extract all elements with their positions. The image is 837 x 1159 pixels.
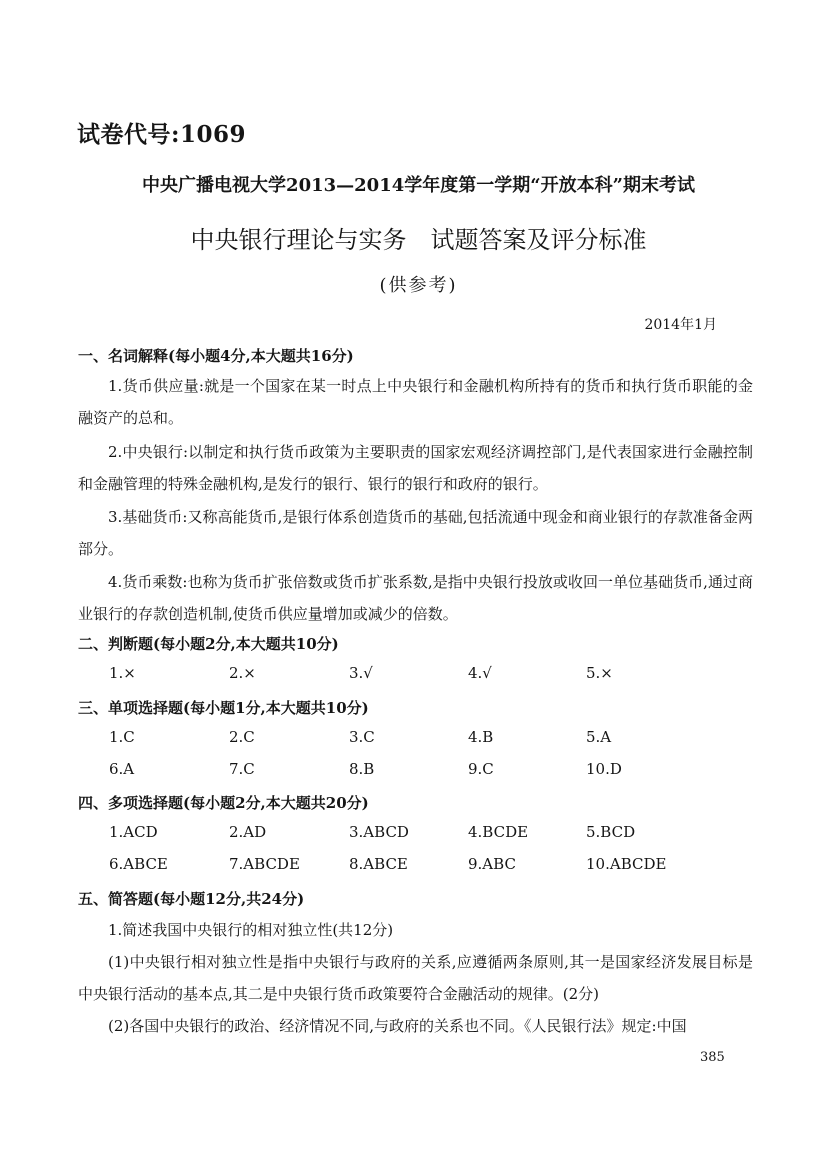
section-title-definitions: 一、名词解释(每小题4分,本大题共16分) xyxy=(78,347,354,365)
answer-row xyxy=(109,664,749,686)
answer-row xyxy=(109,823,749,845)
question-heading: 1.简述我国中央银行的相对独立性(共12分) xyxy=(108,921,394,939)
exam-code: 试卷代号:1069 xyxy=(77,121,247,148)
exam-header-title: 中央广播电视大学2013—2014学年度第一学期“开放本科”期末考试 xyxy=(142,175,695,196)
answer-row xyxy=(109,760,749,782)
answer-cell: 9.ABC xyxy=(468,855,516,873)
answer-cell: 5.BCD xyxy=(586,823,636,841)
answer-paragraph: (1)中央银行相对独立性是指中央银行与政府的关系,应遵循两条原则,其一是国家经济发展目标是中央银行活动的基本点,其二是中央银行货币政策要符合金融活动的规律。(2分) xyxy=(78,953,753,1003)
section-title-true-false: 二、判断题(每小题2分,本大题共10分) xyxy=(78,635,339,653)
reference-note: (供参考) xyxy=(379,275,458,296)
answer-cell: 1.ACD xyxy=(109,823,158,841)
answer-cell: 1.C xyxy=(109,728,135,746)
page-number: 385 xyxy=(700,1050,725,1065)
definition-item: 3.基础货币:又称高能货币,是银行体系创造货币的基础,包括流通中现金和商业银行的存款准备金两部分。 xyxy=(78,508,753,558)
answer-cell: 10.ABCDE xyxy=(586,855,667,873)
answer-cell: 9.C xyxy=(468,760,494,778)
course-title: 中央银行理论与实务 试题答案及评分标准 xyxy=(190,226,647,254)
answer-cell: 4.BCDE xyxy=(468,823,529,841)
answer-cell: 3.√ xyxy=(349,664,373,682)
answer-paragraph: (2)各国中央银行的政治、经济情况不同,与政府的关系也不同。《人民银行法》规定:中国 xyxy=(108,1017,687,1035)
answer-cell: 7.ABCDE xyxy=(229,855,300,873)
answer-cell: 6.ABCE xyxy=(109,855,168,873)
answer-cell: 8.B xyxy=(349,760,375,778)
section-title-single-choice: 三、单项选择题(每小题1分,本大题共10分) xyxy=(78,699,369,717)
answer-cell: 8.ABCE xyxy=(349,855,408,873)
answer-cell: 4.√ xyxy=(468,664,492,682)
answer-cell: 4.B xyxy=(468,728,494,746)
definition-item: 1.货币供应量:就是一个国家在某一时点上中央银行和金融机构所持有的货币和执行货币职能的金融资产的总和。 xyxy=(78,377,753,427)
section-title-short-answer: 五、简答题(每小题12分,共24分) xyxy=(78,890,305,908)
definition-item: 2.中央银行:以制定和执行货币政策为主要职责的国家宏观经济调控部门,是代表国家进行金融控制和金融管理的特殊金融机构,是发行的银行、银行的银行和政府的银行。 xyxy=(78,443,753,493)
answer-cell: 1.× xyxy=(109,664,136,682)
section-title-multiple-choice: 四、多项选择题(每小题2分,本大题共20分) xyxy=(78,794,369,812)
answer-row xyxy=(109,855,749,877)
answer-cell: 3.C xyxy=(349,728,375,746)
answer-cell: 2.× xyxy=(229,664,256,682)
answer-cell: 2.AD xyxy=(229,823,267,841)
answer-cell: 5.A xyxy=(586,728,612,746)
answer-row xyxy=(109,728,749,750)
answer-cell: 2.C xyxy=(229,728,255,746)
answer-cell: 10.D xyxy=(586,760,622,778)
answer-cell: 7.C xyxy=(229,760,255,778)
exam-date: 2014年1月 xyxy=(644,317,717,333)
definition-item: 4.货币乘数:也称为货币扩张倍数或货币扩张系数,是指中央银行投放或收回一单位基础货币,通过商业银行的存款创造机制,使货币供应量增加或减少的倍数。 xyxy=(78,573,753,623)
answer-cell: 6.A xyxy=(109,760,135,778)
answer-cell: 3.ABCD xyxy=(349,823,409,841)
answer-cell: 5.× xyxy=(586,664,613,682)
